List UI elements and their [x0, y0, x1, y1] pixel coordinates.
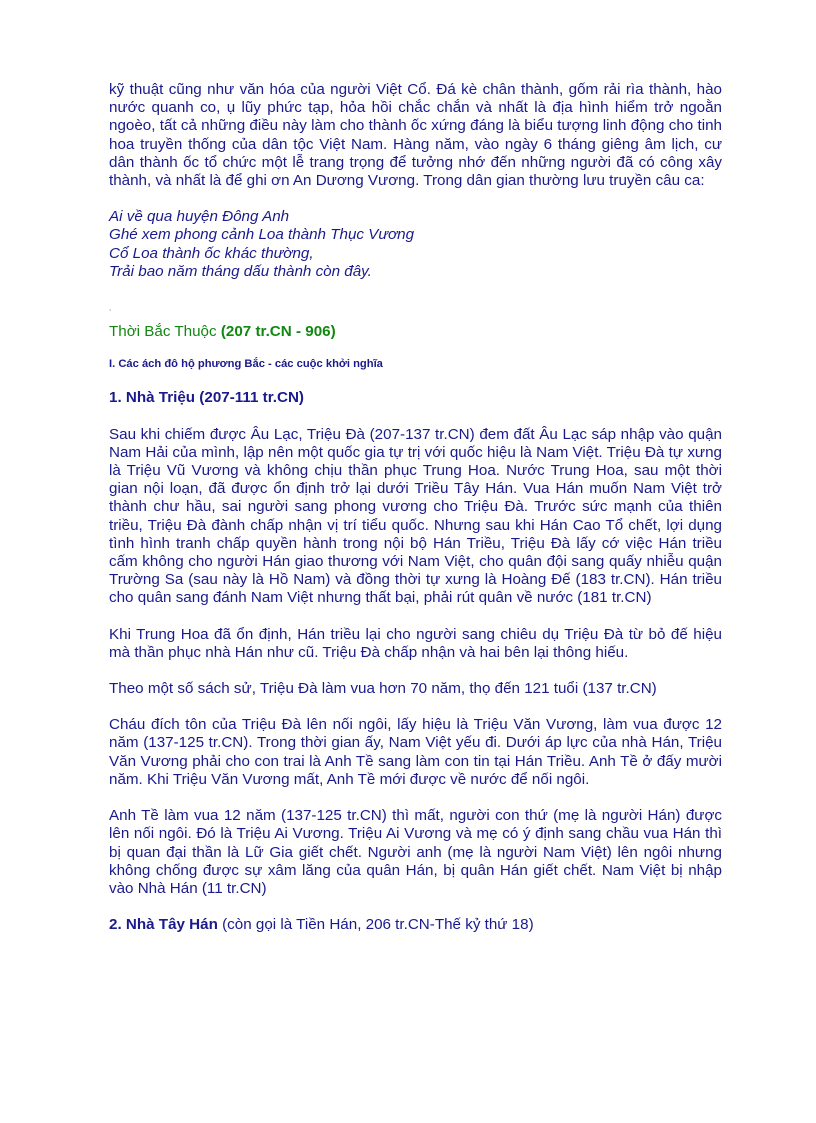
body-paragraph: Khi Trung Hoa đã ổn định, Hán triều lại cho người sang chiêu dụ Triệu Đà từ bỏ đế hiệu mà thần phục nhà Hán như cũ. Triệu Đà chấp nhận và hai bên lại thông hiếu. [109, 625, 722, 661]
poem-line: Ai về qua huyện Đông Anh [109, 208, 290, 226]
body-paragraph: Anh Tề làm vua 12 năm (137-125 tr.CN) thì mất, người con thứ (mẹ là người Hán) được lên nối ngôi. Đó là Triệu Ai Vương. Triệu Ai Vương và mẹ có ý định sang chầu vua Hán thì bị quan đại thần là Lữ Gia giết chết. Người anh (mẹ là người Nam Việt) lên ngôi nhưng không chống được sự xâm lăng của quân Hán, bị quân Hán giết chết. Nam Việt bị nhập vào Nhà Hán (11 tr.CN) [109, 807, 722, 897]
intro-paragraph: kỹ thuật cũng như văn hóa của người Việt Cổ. Đá kè chân thành, gốm rải rìa thành, hào nước quanh co, ụ lũy phức tạp, hỏa hồi chắc chắn và nhất là địa hình hiểm trở ngoằn ngoèo, tất cả những điều này làm cho thành ốc xứng đáng là biểu tượng linh động cho tinh hoa truyền thống của dân tộc Việt Nam. Hàng năm, vào ngày 6 tháng giêng âm lịch, cư dân thành ốc tổ chức một lễ trang trọng để tưởng nhớ đến những người đã có công xây thành, và nhất là để ghi ơn An Dương Vương. Trong dân gian thường lưu truyền câu ca: [109, 81, 722, 190]
dynasty1-heading: 1. Nhà Triệu (207-111 tr.CN) [109, 389, 304, 407]
dynasty2-heading-rest: (còn gọi là Tiền Hán, 206 tr.CN-Thế kỷ thứ 18) [217, 916, 534, 934]
dynasty2-heading-bold: 2. Nhà Tây Hán [109, 916, 218, 934]
poem-line: Trải bao năm tháng dấu thành còn đây. [109, 262, 372, 280]
body-paragraph: Cháu đích tôn của Triệu Đà lên nối ngôi, lấy hiệu là Triệu Văn Vương, làm vua được 12 năm (137-125 tr.CN). Trong thời gian ấy, Nam Việt yếu đi. Dưới áp lực của nhà Hán, Triệu Văn Vương phải cho con trai là Anh Tề sang làm con tin tại Hán Triều. Anh Tề ở đấy mười năm. Khi Triệu Văn Vương mất, Anh Tề mới được về nước để nối ngôi. [109, 716, 722, 788]
document-page [109, 81, 722, 934]
section-heading: I. Các ách đô hộ phương Bắc - các cuộc khởi nghĩa [109, 358, 383, 371]
poem-line: Cổ Loa thành ốc khác thường, [109, 244, 314, 262]
body-paragraph: Sau khi chiếm được Âu Lạc, Triệu Đà (207-137 tr.CN) đem đất Âu Lạc sáp nhập vào quận Nam Hải của mình, lập nên một quốc gia tự trị với quốc hiệu là Nam Việt. Triệu Đà tự xưng là Triệu Vũ Vương và không chịu thần phục Trung Hoa. Nước Trung Hoa, sau một thời gian nội loạn, đã được ổn định trở lại dưới Triều Tây Hán. Vua Hán muốn Nam Việt trở thành chư hầu, sai người sang phong vương cho Triệu Đà. Trước sức mạnh của thiên triều, Triệu Đà đành chấp nhận vị trí tiểu quốc. Nhưng sau khi Hán Cao Tổ chết, lợi dụng tình hình tranh chấp quyền hành trong nội bộ Hán Triều, Triệu Đà lấy cớ việc Hán triều cấm không cho người Hán giao thương với Nam Việt, cho quân đội sang quấy nhiễu quận Trường Sa (sau này là Hồ Nam) và đồng thời tự xưng là Hoàng Đế (183 tr.CN). Hán triều cho quân sang đánh Nam Việt nhưng thất bại, phải rút quân về nước (181 tr.CN) [109, 425, 722, 607]
era-heading-label: Thời Bắc Thuộc [109, 323, 217, 341]
folk-poem [109, 208, 722, 281]
stray-mark: , [109, 303, 112, 313]
era-heading-range: (207 tr.CN - 906) [220, 323, 336, 341]
era-heading [109, 323, 722, 341]
poem-line: Ghé xem phong cảnh Loa thành Thục Vương [109, 226, 415, 244]
dynasty2-heading [109, 916, 722, 934]
body-paragraph: Theo một số sách sử, Triệu Đà làm vua hơn 70 năm, thọ đến 121 tuổi (137 tr.CN) [109, 680, 657, 698]
